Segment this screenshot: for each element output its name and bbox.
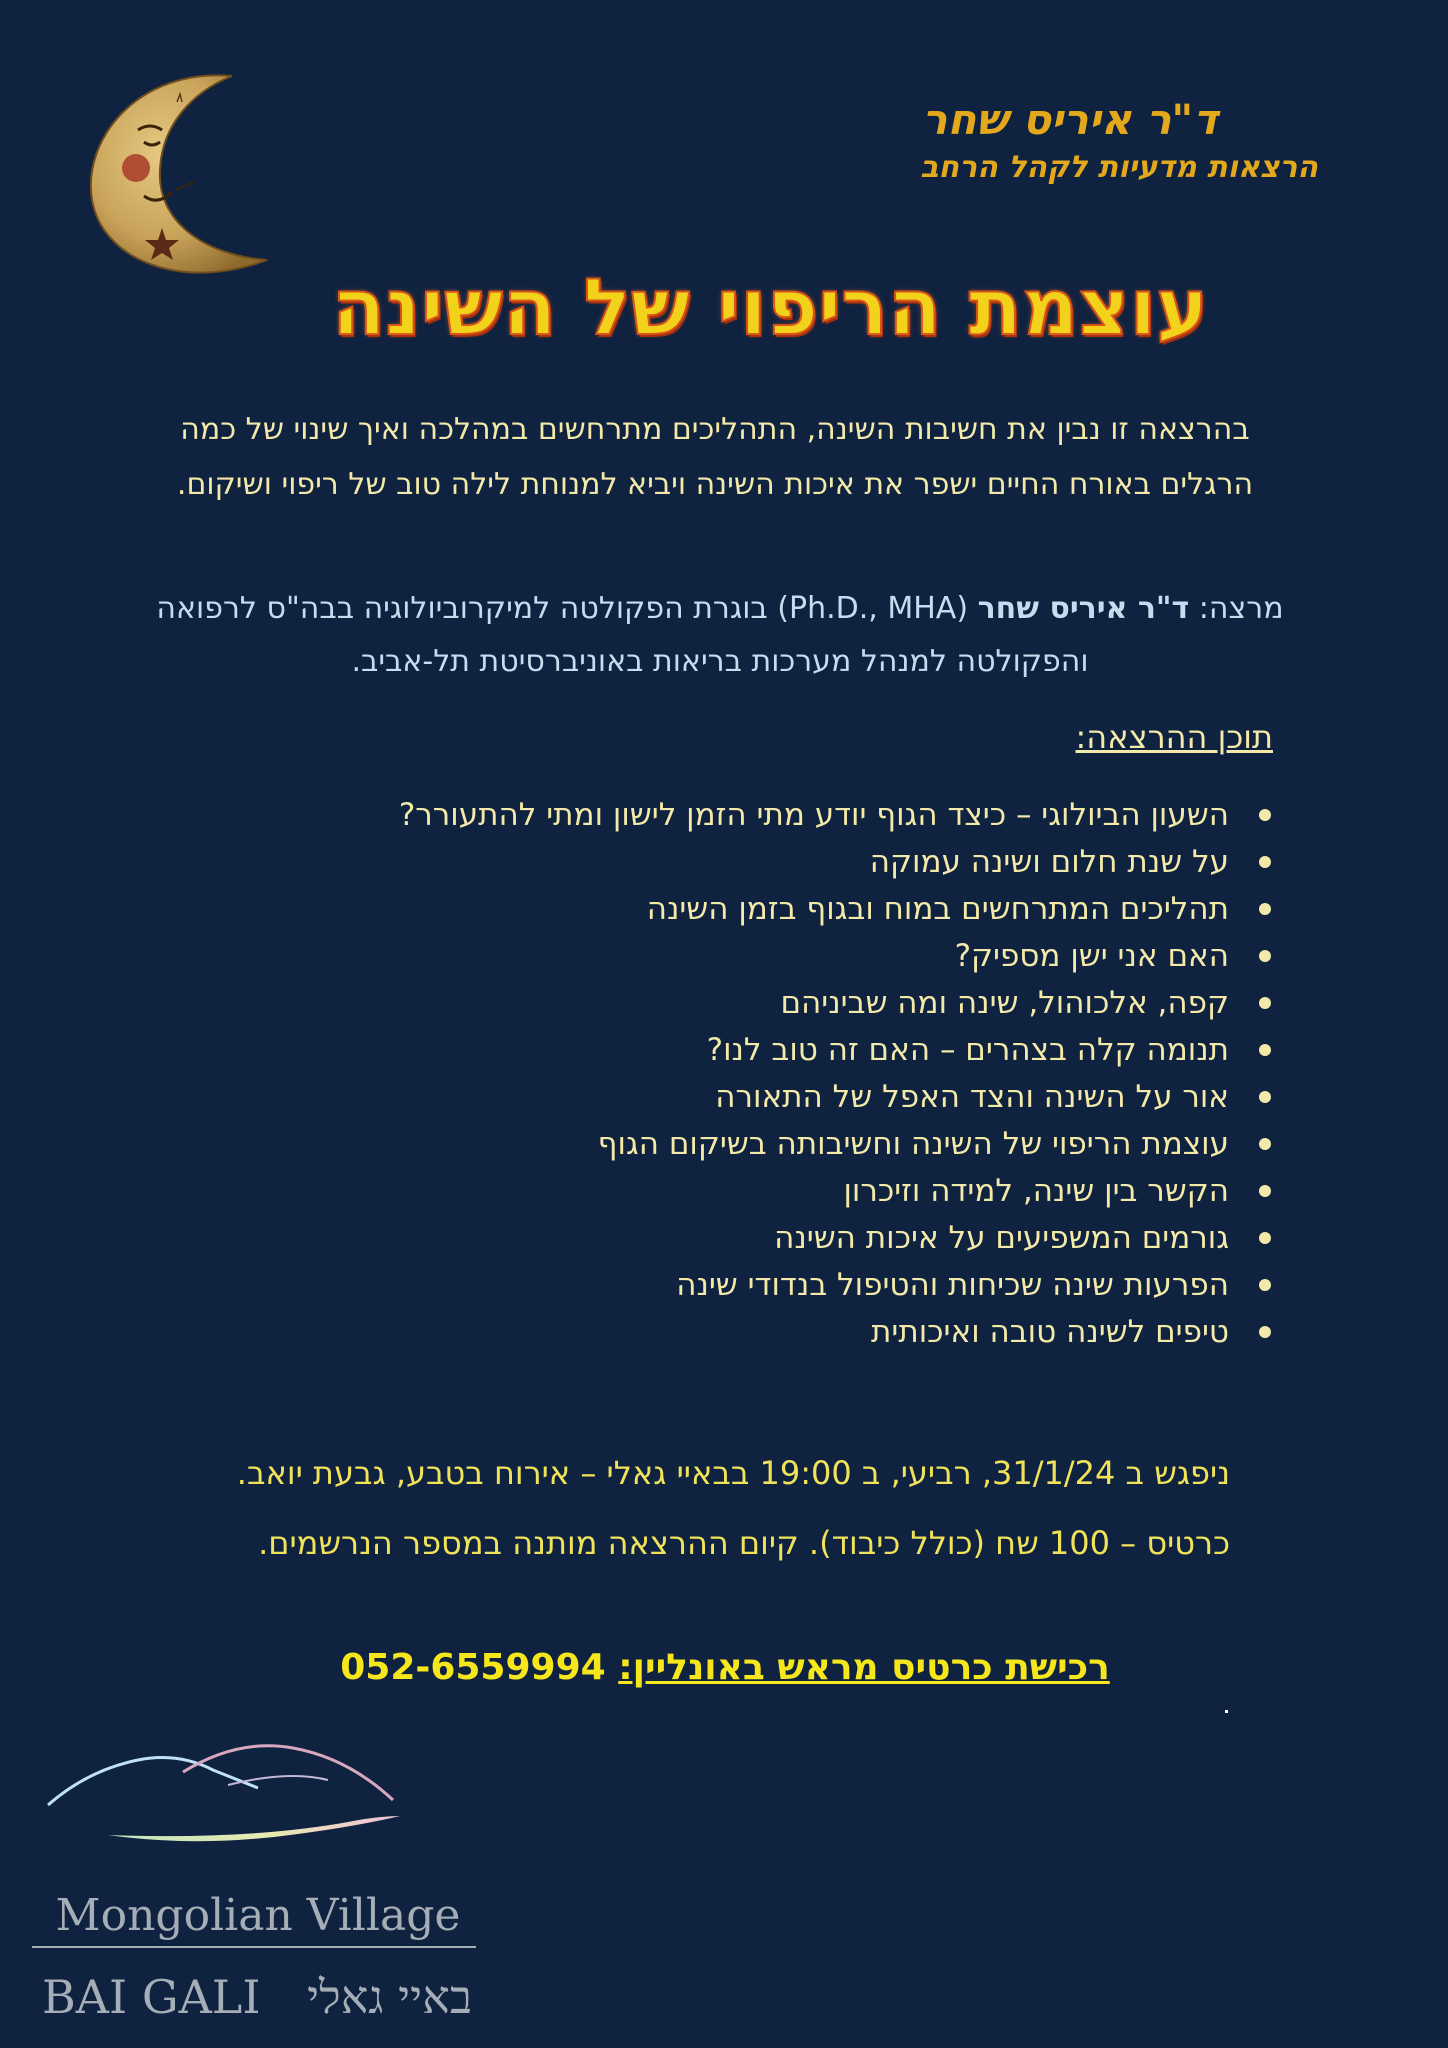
speaker-degrees: (Ph.D., MHA) (777, 591, 969, 626)
list-item: השעון הביולוגי – כיצד הגוף יודע מתי הזמן לישון ומתי להתעורר? (173, 792, 1273, 839)
speaker-paragraph (120, 582, 1320, 688)
speaker-bio: בוגרת הפקולטה למיקרוביולוגיה בבה"ס לרפואה והפקולטה למנהל מערכות בריאות באוניברסיטת תל-אביב. (156, 591, 1089, 679)
series-subtitle: הרצאות מדעיות לקהל הרחב (920, 150, 1318, 185)
topics-list (173, 792, 1273, 1356)
speaker-label: מרצה: (1198, 591, 1284, 626)
bullet-icon (1259, 856, 1271, 868)
list-item: תנומה קלה בצהרים – האם זה טוב לנו? (173, 1027, 1273, 1074)
speaker-name: ד"ר איריס שחר (977, 591, 1190, 626)
content-heading: תוכן ההרצאה: (1075, 718, 1273, 756)
logo-divider (32, 1946, 476, 1948)
meeting-details: ניפגש ב 31/1/24, רביעי, ב 19:00 בבאיי גאלי – אירוח בטבע, גבעת יואב. (236, 1454, 1230, 1492)
list-item: אור על השינה והצד האפל של התאורה (173, 1074, 1273, 1121)
bullet-icon (1259, 1138, 1271, 1150)
logo-latin-name: BAI GALI (42, 1970, 261, 2024)
bullet-icon (1259, 1326, 1271, 1338)
bullet-icon (1259, 809, 1271, 821)
crescent-moon-icon (82, 70, 282, 280)
purchase-line (300, 1638, 1150, 1698)
list-item: על שנת חלום ושינה עמוקה (173, 839, 1273, 886)
list-item: הפרעות שינה שכיחות והטיפול בנדודי שינה (173, 1262, 1273, 1309)
list-item: גורמים המשפיעים על איכות השינה (173, 1215, 1273, 1262)
logo-bottom (42, 1965, 472, 2029)
ticket-details: כרטיס – 100 שח (כולל כיבוד). קיום ההרצאה מותנה במספר הנרשמים. (258, 1524, 1230, 1562)
bullet-icon (1259, 1279, 1271, 1291)
lecturer-name: ד"ר איריס שחר (922, 95, 1218, 144)
intro-paragraph: בהרצאה זו נבין את חשיבות השינה, התהליכים מתרחשים במהלכה ואיך שינוי של כמה הרגלים באורח החיים ישפר את איכות השינה ויביא למנוחת לילה טוב של ריפוי ושיקום. (176, 412, 1254, 502)
decorative-dot (1225, 1710, 1228, 1713)
header (618, 92, 1318, 188)
list-item: עוצמת הריפוי של השינה וחשיבותה בשיקום הגוף (173, 1121, 1273, 1168)
bullet-icon (1259, 1185, 1271, 1197)
list-item: טיפים לשינה טובה ואיכותית (173, 1309, 1273, 1356)
list-item: הקשר בין שינה, למידה וזיכרון (173, 1168, 1273, 1215)
logo-latin-text: Mongolian Village (55, 1890, 461, 1941)
bullet-icon (1259, 1091, 1271, 1103)
bullet-icon (1259, 1232, 1271, 1244)
logo-hebrew-name: באיי גאלי (307, 1970, 472, 2024)
bullet-icon (1259, 903, 1271, 915)
purchase-label: רכישת כרטיס מראש באונליין: (618, 1647, 1110, 1688)
list-item: האם אני ישן מספיק? (173, 933, 1273, 980)
list-item: קפה, אלכוהול, שינה ומה שביניהם (173, 980, 1273, 1027)
bullet-icon (1259, 950, 1271, 962)
bullet-icon (1259, 1044, 1271, 1056)
bullet-icon (1259, 997, 1271, 1009)
lecture-title: עוצמת הריפוי של השינה (331, 263, 1209, 353)
list-item: תהליכים המתרחשים במוח ובגוף בזמן השינה (173, 886, 1273, 933)
phone-number[interactable]: 052-6559994 (340, 1647, 606, 1688)
